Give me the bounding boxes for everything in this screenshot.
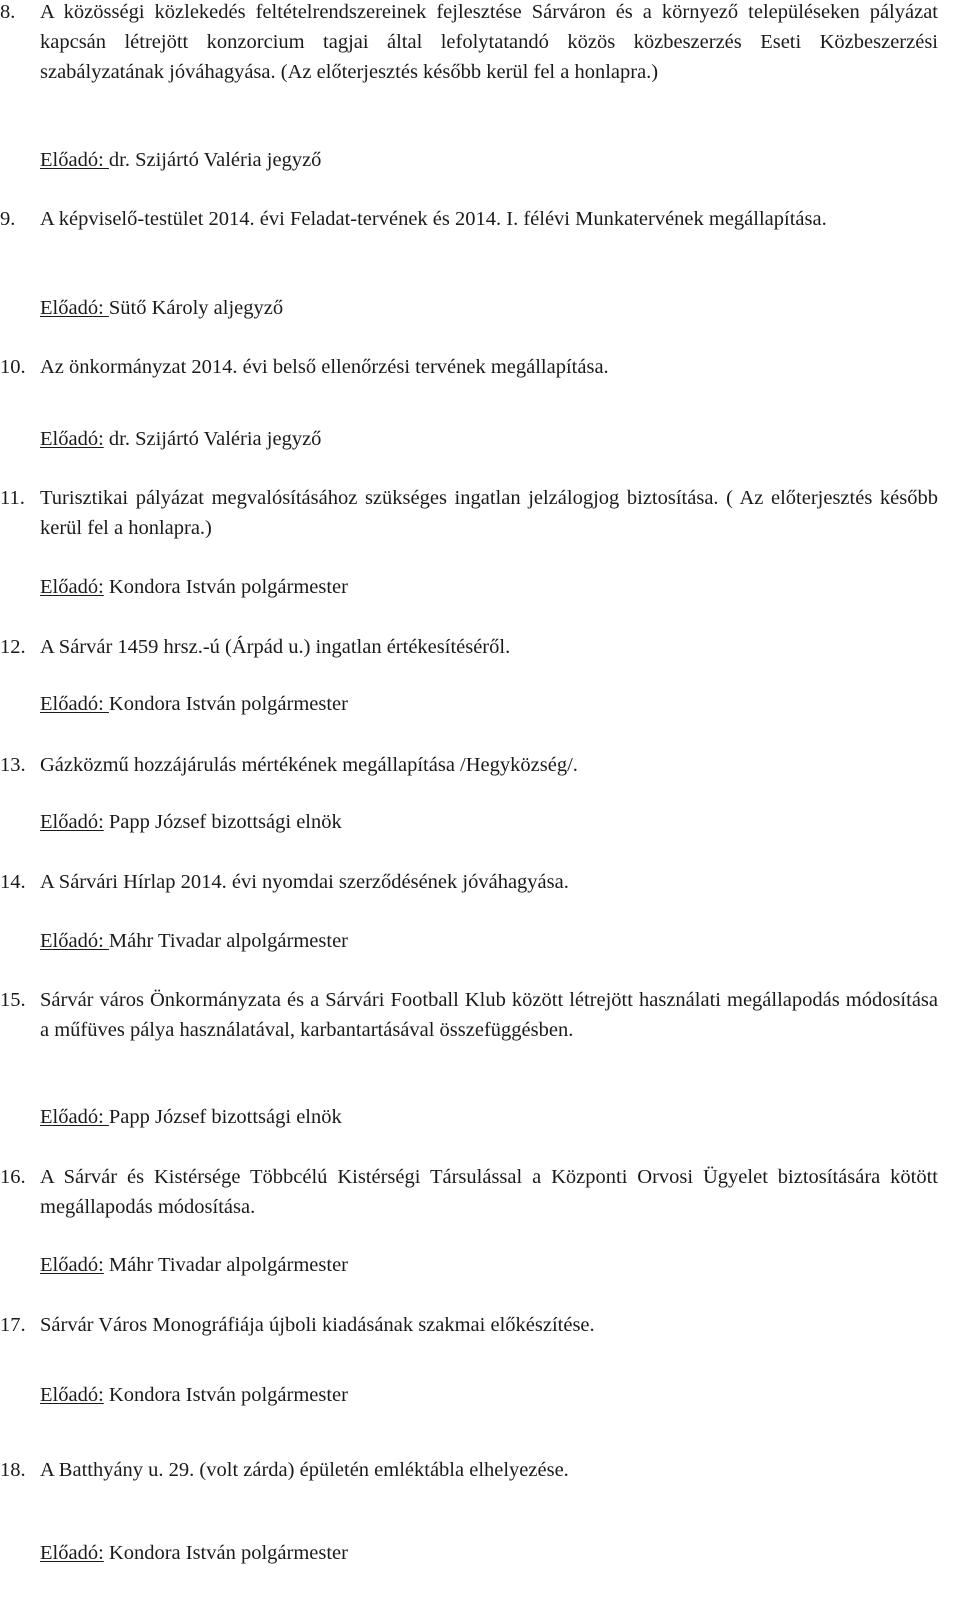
agenda-item-11	[0, 483, 938, 543]
agenda-item-text: A Sárvár és Kistérsége Többcélú Kistérségi Társulással a Központi Orvosi Ügyelet biztosítására kötött megállapodás módosítása.	[40, 1166, 938, 1218]
agenda-item-text: Gázközmű hozzájárulás mértékének megállapítása /Hegyközség/.	[40, 754, 578, 776]
presenter-label: Előadó:	[40, 811, 104, 833]
agenda-item-text: Sárvár város Önkormányzata és a Sárvári Football Klub között létrejött használati megállapodás módosítása a műfüves pálya használatával, karbantartásával összefüggésben.	[40, 989, 938, 1041]
agenda-item-number: 15.	[0, 989, 26, 1011]
agenda-item-16	[0, 1162, 938, 1222]
presenter-name: Papp József bizottsági elnök	[108, 1106, 342, 1128]
presenter-label: Előadó:	[40, 576, 104, 598]
agenda-item-number: 10.	[0, 356, 26, 378]
agenda-item-number: 18.	[0, 1459, 26, 1481]
agenda-item-12	[0, 632, 938, 662]
presenter-name: Máhr Tivadar alpolgármester	[108, 930, 349, 952]
presenter-line-15	[40, 1102, 920, 1132]
agenda-item-text: A Sárvár 1459 hrsz.-ú (Árpád u.) ingatlan értékesítéséről.	[40, 636, 511, 658]
presenter-label: Előadó:	[40, 1542, 104, 1564]
presenter-name: Kondora István polgármester	[103, 1542, 348, 1564]
agenda-item-text: Az önkormányzat 2014. évi belső ellenőrzési tervének megállapítása.	[40, 356, 609, 378]
presenter-label: Előadó:	[40, 297, 109, 319]
presenter-line-17	[40, 1380, 920, 1410]
presenter-line-8	[40, 145, 920, 175]
presenter-name: dr. Szijártó Valéria jegyző	[103, 428, 322, 450]
presenter-label: Előadó:	[40, 1254, 104, 1276]
agenda-item-text: Sárvár Város Monográfiája újboli kiadásának szakmai előkészítése.	[40, 1314, 595, 1336]
presenter-label: Előadó:	[40, 693, 109, 715]
agenda-item-number: 17.	[0, 1314, 26, 1336]
presenter-line-18	[40, 1538, 920, 1568]
agenda-item-13	[0, 750, 938, 780]
agenda-item-15	[0, 985, 938, 1045]
presenter-line-11	[40, 572, 920, 602]
agenda-item-text: Turisztikai pályázat megvalósításához szükséges ingatlan jelzálogjog biztosítása. ( Az előterjesztés később kerül fel a honlapra.)	[40, 487, 938, 539]
agenda-item-number: 13.	[0, 754, 26, 776]
presenter-name: Kondora István polgármester	[103, 576, 348, 598]
presenter-label: Előadó:	[40, 149, 109, 171]
agenda-item-number: 12.	[0, 636, 26, 658]
presenter-line-10	[40, 424, 920, 454]
presenter-line-16	[40, 1250, 920, 1280]
agenda-item-number: 11.	[0, 487, 25, 509]
presenter-line-12	[40, 689, 920, 719]
agenda-item-number: 14.	[0, 871, 26, 893]
agenda-item-14	[0, 867, 938, 897]
presenter-name: Kondora István polgármester	[103, 1384, 348, 1406]
presenter-name: Máhr Tivadar alpolgármester	[103, 1254, 349, 1276]
agenda-item-number: 16.	[0, 1166, 26, 1188]
agenda-item-number: 8.	[0, 1, 16, 23]
presenter-name: dr. Szijártó Valéria jegyző	[108, 149, 322, 171]
presenter-label: Előadó:	[40, 1384, 104, 1406]
agenda-item-18	[0, 1455, 938, 1485]
presenter-line-13	[40, 807, 920, 837]
agenda-item-10	[0, 352, 938, 382]
presenter-label: Előadó:	[40, 1106, 109, 1128]
presenter-label: Előadó:	[40, 930, 109, 952]
agenda-item-text: A közösségi közlekedés feltételrendszereinek fejlesztése Sárváron és a környező településeken pályázat kapcsán létrejött konzorcium tagjai által lefolytatandó közös közbeszerzés Eseti Közbeszerzési szabályzatának jóváhagyása. (Az előterjesztés később kerül fel a honlapra.)	[40, 1, 938, 83]
agenda-item-number: 9.	[0, 208, 16, 230]
presenter-line-9	[40, 293, 920, 323]
agenda-item-8	[0, 0, 938, 87]
agenda-item-text: A Batthyány u. 29. (volt zárda) épületén emléktábla elhelyezése.	[40, 1459, 569, 1481]
agenda-item-text: A Sárvári Hírlap 2014. évi nyomdai szerződésének jóváhagyása.	[40, 871, 569, 893]
presenter-name: Sütő Károly aljegyző	[108, 297, 284, 319]
presenter-name: Kondora István polgármester	[108, 693, 348, 715]
agenda-item-text: A képviselő-testület 2014. évi Feladat-tervének és 2014. I. félévi Munkatervének megállapítása.	[40, 208, 827, 230]
presenter-name: Papp József bizottsági elnök	[103, 811, 342, 833]
presenter-label: Előadó:	[40, 428, 104, 450]
presenter-line-14	[40, 926, 920, 956]
agenda-item-17	[0, 1310, 938, 1340]
agenda-item-9	[0, 204, 938, 234]
